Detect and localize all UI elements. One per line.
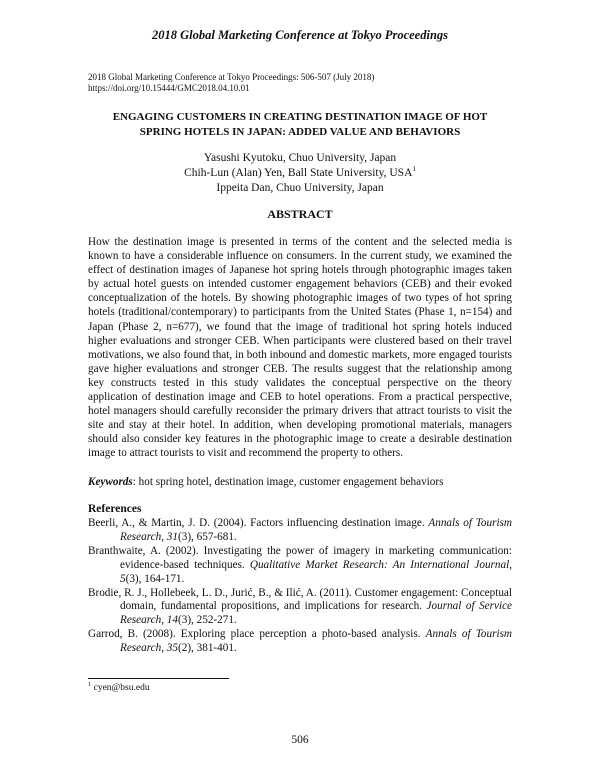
author-2-name: Chih-Lun (Alan) Yen, Ball State University, USA [184, 167, 413, 179]
citation-line: 2018 Global Marketing Conference at Tokyo Proceedings: 506-507 (July 2018) [88, 72, 375, 82]
author-list [88, 151, 512, 196]
abstract-body: How the destination image is presented in terms of the content and the selected media is known to have a considerable influence on consumers. In the current study, we examined the effect of destination images of Japanese hot spring hotels through photographic images taken by actual hotel guests on intended customer engagement behaviors (CEB) and their evoked conceptualization of the hotels. By showing photographic images of two types of hot spring hotels (traditional/contemporary) to participants from the United States (Phase 1, n=154) and Japan (Phase 2, n=677), we found that the image of traditional hot spring hotels induced higher evaluations and stronger CEB. When participants were clustered based on their travel motivations, we also found that, in both inbound and domestic markets, more engaged tourists gave higher evaluations and stronger CEB. The results suggest that the relationship among key constructs tested in this study validates the conceptual perspective on the theory application of destination image and CEB to hotel operations. From a practical perspective, hotel managers should carefully reconsider the primary drivers that attract tourists to visit the site and stay at their hotel. In addition, when developing promotional materials, managers should also consider key features in the photographic image to create a desirable destination image to attract tourists to visit and recommend the property to others. [88, 236, 512, 460]
abstract-heading: ABSTRACT [267, 207, 333, 221]
reference-pages: (3), 252-271. [178, 614, 237, 627]
keywords-line [88, 475, 512, 489]
title-line-1: ENGAGING CUSTOMERS IN CREATING DESTINATION IMAGE OF HOT [112, 111, 488, 123]
reference-pages: (3), 657-681. [178, 530, 237, 543]
title-line-2: SPRING HOTELS IN JAPAN: ADDED VALUE AND BEHAVIORS [139, 126, 461, 138]
citation-block [88, 72, 374, 94]
references-list [88, 517, 512, 656]
author-3: Ippeita Dan, Chuo University, Japan [216, 182, 384, 194]
reference-pages: (2), 381-401. [178, 642, 237, 655]
doi-line: https://doi.org/10.15444/GMC2018.04.10.01 [88, 83, 250, 93]
reference-journal: Annals of Tourism Research, 31 [120, 517, 512, 543]
footnote-marker: 1 [412, 165, 416, 174]
reference-text: Beerli, A., & Martin, J. D. (2004). Factors influencing destination image. [88, 517, 429, 529]
footnote-divider [88, 678, 229, 679]
reference-item [88, 545, 512, 587]
footnote [88, 680, 150, 693]
keywords-label: Keywords [88, 476, 133, 488]
reference-journal: Journal of Service Research, 14 [120, 600, 512, 627]
running-header: 2018 Global Marketing Conference at Tokyo Proceedings [151, 28, 449, 42]
keywords-text: : hot spring hotel, destination image, customer engagement behaviors [132, 476, 444, 488]
reference-text: Garrod, B. (2008). Exploring place perception a photo-based analysis. [88, 628, 426, 641]
author-2 [88, 166, 512, 181]
reference-text: Branthwaite, A. (2002). Investigating the power of imagery in marketing communication: evidence-based techniques. [88, 544, 512, 571]
paper-title [88, 110, 512, 140]
reference-text: Brodie, R. J., Hollebeek, L. D., Jurić, B., & Ilić, A. (2011). Customer engagement: Conceptual domain, fundamental propositions, and implications for research. [88, 586, 512, 613]
reference-item [88, 628, 512, 656]
reference-item [88, 587, 512, 629]
reference-journal: Qualitative Market Research: An International Journal, 5 [120, 558, 512, 585]
reference-pages: (3), 164-171. [125, 572, 185, 585]
author-1: Yasushi Kyutoku, Chuo University, Japan [203, 152, 397, 164]
footnote-mark: 1 [88, 680, 92, 688]
page-number: 506 [291, 734, 309, 746]
reference-journal: Annals of Tourism Research, 35 [120, 628, 513, 655]
reference-item [88, 517, 512, 545]
references-heading: References [88, 503, 142, 515]
footnote-email: cyen@bsu.edu [91, 683, 150, 693]
